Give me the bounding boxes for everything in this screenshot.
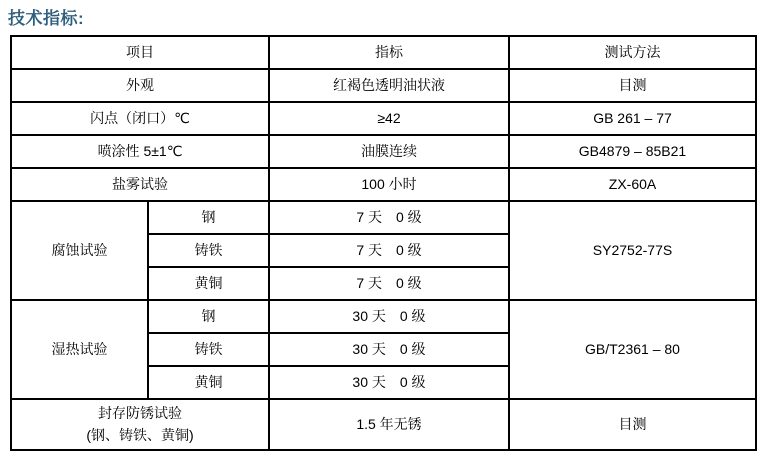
cell-material: 铸铁: [148, 234, 269, 267]
cell-group-item: 湿热试验: [11, 300, 148, 399]
cell-value: 30 天 0 级: [269, 300, 509, 333]
cell-material: 黄铜: [148, 267, 269, 300]
cell-method: GB 261 – 77: [509, 102, 756, 135]
cell-item-line1: 封存防锈试验: [98, 404, 182, 421]
cell-material: 黄铜: [148, 366, 269, 399]
cell-value: 7 天 0 级: [269, 201, 509, 234]
table-row-group: [11, 201, 756, 234]
spec-table: [10, 35, 757, 451]
cell-value: 7 天 0 级: [269, 267, 509, 300]
cell-item: 喷涂性 5±1℃: [11, 135, 269, 168]
table-row: [11, 102, 756, 135]
table-row-group: [11, 300, 756, 333]
cell-value: 1.5 年无锈: [269, 399, 509, 450]
table-header-row: [11, 36, 756, 69]
cell-item: [11, 399, 269, 450]
cell-value: 30 天 0 级: [269, 333, 509, 366]
cell-method: 目测: [509, 69, 756, 102]
cell-group-method: GB/T2361 – 80: [509, 300, 756, 399]
cell-value: 7 天 0 级: [269, 234, 509, 267]
cell-material: 铸铁: [148, 333, 269, 366]
cell-group-item: 腐蚀试验: [11, 201, 148, 300]
cell-item: 盐雾试验: [11, 168, 269, 201]
table-row: [11, 168, 756, 201]
table-row: [11, 135, 756, 168]
cell-value: 油膜连续: [269, 135, 509, 168]
cell-material: 钢: [148, 300, 269, 333]
cell-value: 红褐色透明油状液: [269, 69, 509, 102]
cell-value: ≥42: [269, 102, 509, 135]
header-method: 测试方法: [509, 36, 756, 69]
cell-method: GB4879 – 85B21: [509, 135, 756, 168]
table-row: [11, 399, 756, 450]
header-item: 项目: [11, 36, 269, 69]
cell-method: ZX-60A: [509, 168, 756, 201]
table-row: [11, 69, 756, 102]
cell-item-line2: (钢、铸铁、黄铜): [86, 426, 194, 443]
cell-value: 30 天 0 级: [269, 366, 509, 399]
page-title: 技术指标:: [8, 9, 85, 28]
cell-item: 外观: [11, 69, 269, 102]
cell-value: 100 小时: [269, 168, 509, 201]
cell-method: 目测: [509, 399, 756, 450]
cell-group-method: SY2752-77S: [509, 201, 756, 300]
cell-material: 钢: [148, 201, 269, 234]
header-value: 指标: [269, 36, 509, 69]
cell-item: 闪点（闭口）℃: [11, 102, 269, 135]
